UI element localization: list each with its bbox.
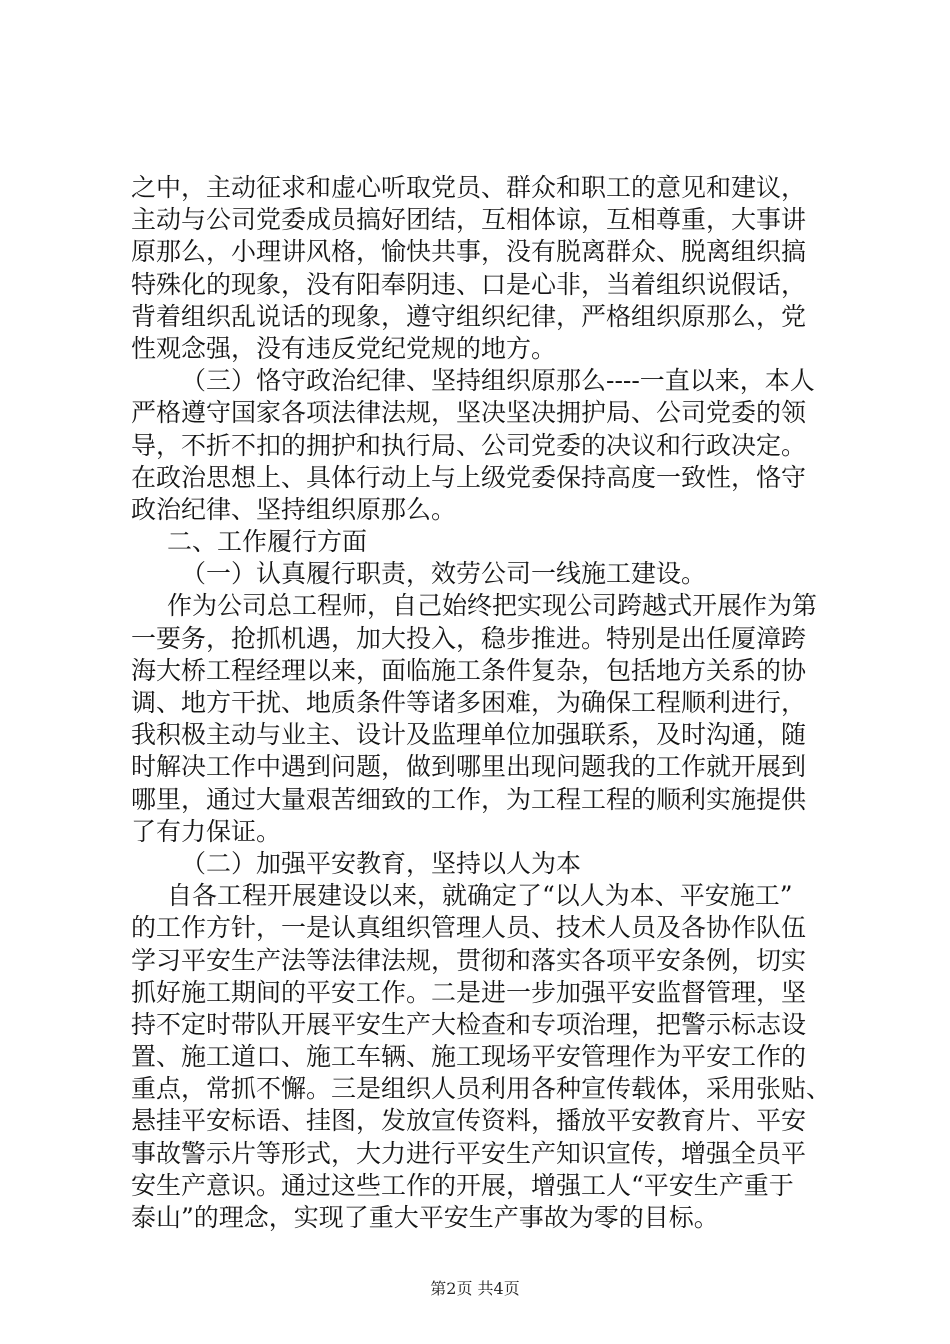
text-line: 哪里，通过大量艰苦细致的工作，为工程工程的顺利实施提供 [131, 784, 807, 814]
text-line: 时解决工作中遇到问题，做到哪里出现问题我的工作就开展到 [131, 752, 807, 782]
text-line: 抓好施工期间的平安工作。二是进一步加强平安监督管理，坚 [131, 977, 807, 1007]
text-line: 政治纪律、坚持组织原那么。 [131, 494, 457, 524]
text-line: 背着组织乱说话的现象，遵守组织纪律，严格组织原那么，党 [131, 301, 807, 331]
text-line: 了有力保证。 [131, 816, 282, 846]
section-heading: （二）加强平安教育，坚持以人为本 [181, 848, 582, 878]
section-heading: （三）恪守政治纪律、坚持组织原那么----一直以来，本人 [181, 366, 815, 396]
text-line: 性观念强，没有违反党纪党规的地方。 [131, 333, 557, 363]
text-line: 之中，主动征求和虚心听取党员、群众和职工的意见和建议， [131, 173, 807, 202]
text-line: 调、地方干扰、地质条件等诸多困难，为确保工程顺利进行， [131, 688, 807, 717]
text-line: 置、施工道口、施工车辆、施工现场平安管理作为平安工作的 [131, 1042, 807, 1072]
text-line: 导，不折不扣的拥护和执行局、公司党委的决议和行政决定。 [131, 430, 807, 460]
text-line: 我积极主动与业主、设计及监理单位加强联系，及时沟通，随 [131, 720, 807, 750]
text-line: 在政治思想上、具体行动上与上级党委保持高度一致性，恪守 [131, 462, 807, 492]
section-heading: 二、工作履行方面 [167, 527, 368, 557]
text-line: 一要务，抢抓机遇，加大投入，稳步推进。特别是出任厦漳跨 [131, 623, 807, 653]
text-line: 持不定时带队开展平安生产大检查和专项治理，把警示标志设 [131, 1009, 807, 1039]
text-line: 事故警示片等形式，大力进行平安生产知识宣传，增强全员平 [131, 1138, 807, 1168]
text-line: 悬挂平安标语、挂图，发放宣传资料，播放平安教育片、平安 [131, 1106, 807, 1136]
text-line: 的工作方针，一是认真组织管理人员、技术人员及各协作队伍 [131, 913, 807, 943]
text-line: 严格遵守国家各项法律法规，坚决坚决拥护局、公司党委的领 [131, 398, 807, 428]
paragraph-start: 作为公司总工程师，自己始终把实现公司跨越式开展作为第 [167, 591, 818, 621]
text-line: 主动与公司党委成员搞好团结，互相体谅，互相尊重，大事讲 [131, 205, 807, 235]
text-line: 特殊化的现象，没有阳奉阴违、口是心非，当着组织说假话， [131, 269, 807, 299]
section-heading: （一）认真履行职责，效劳公司一线施工建设。 [181, 559, 707, 589]
paragraph-start: 自各工程开展建设以来，就确定了“以人为本、平安施工” [167, 881, 793, 911]
text-line: 原那么，小理讲风格，愉快共事，没有脱离群众、脱离组织搞 [131, 237, 807, 267]
text-line: 学习平安生产法等法律法规，贯彻和落实各项平安条例，切实 [131, 945, 807, 975]
page-footer: 第2页 共4页 [430, 1279, 520, 1298]
text-line: 重点，常抓不懈。三是组织人员利用各种宣传载体，采用张贴、 [131, 1074, 832, 1104]
text-line: 海大桥工程经理以来，面临施工条件复杂，包括地方关系的协 [131, 655, 807, 685]
text-line: 安生产意识。通过这些工作的开展，增强工人“平安生产重于 [131, 1170, 794, 1200]
document-body [131, 172, 831, 1234]
text-line: 泰山”的理念，实现了重大平安生产事故为零的目标。 [131, 1203, 719, 1232]
